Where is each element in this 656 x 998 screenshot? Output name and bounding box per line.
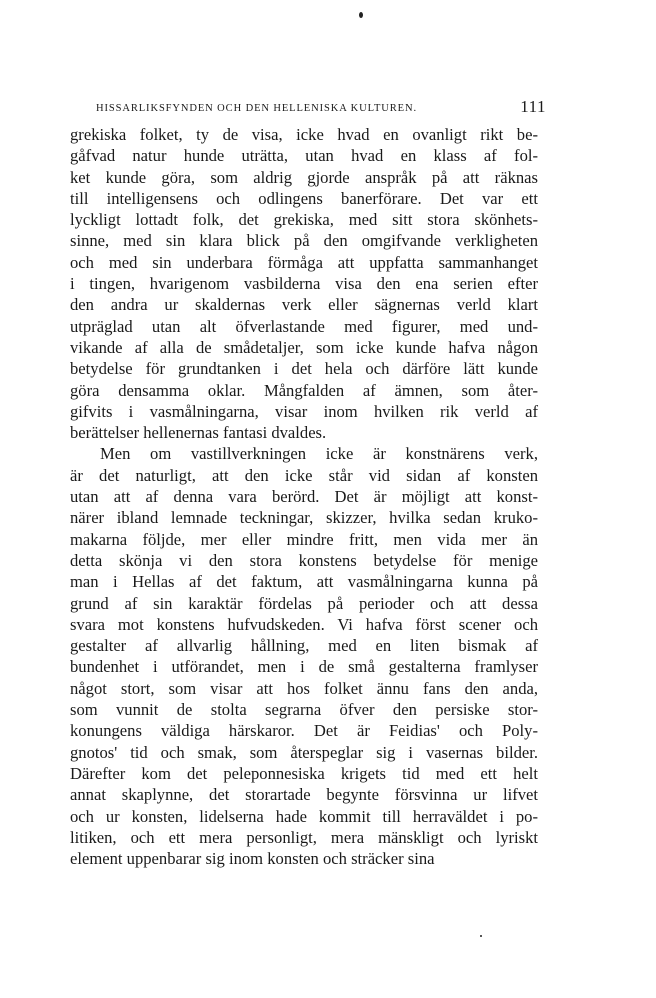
text-line: till intelligensens och odlingens banerförare. Det var ett bbox=[70, 188, 538, 208]
text-line: svara mot konstens hufvudskeden. Vi hafva först scener och bbox=[70, 614, 538, 634]
text-line: annat skaplynne, det storartade begynte försvinna ur lifvet bbox=[70, 785, 538, 805]
text-line: är det naturligt, att den icke står vid sidan af konsten bbox=[70, 465, 538, 485]
text-line: berättelser hellenernas fantasi dvaldes. bbox=[70, 423, 327, 443]
text-line: gestalter af allvarlig hållning, med en liten bismak af bbox=[70, 636, 538, 656]
text-line: lyckligt lottadt folk, det grekiska, med sitt stora skönhets- bbox=[70, 210, 538, 230]
text-line: gnotos' tid och smak, som återspeglar sig i vasernas bilder. bbox=[70, 742, 538, 762]
text-line: den andra ur skaldernas verk eller sägnernas verld klart bbox=[70, 295, 538, 315]
text-line: Men om vastillverkningen icke är konstnärens verk, bbox=[100, 444, 538, 464]
text-line: betydelse för grundtanken i det hela och därföre lätt kunde bbox=[70, 359, 538, 379]
text-line: ket kunde göra, som aldrig gjorde anspråk på att räknas bbox=[70, 167, 538, 187]
text-line: vikande af alla de smådetaljer, som icke kunde hafva någon bbox=[70, 337, 538, 357]
text-line: element uppenbarar sig inom konsten och sträcker sina bbox=[70, 849, 435, 869]
ink-speck bbox=[480, 935, 482, 937]
text-line: utpräglad utan alt öfverlastande med figurer, med und- bbox=[70, 316, 538, 336]
text-line: sinne, med sin klara blick på den omgifvande verkligheten bbox=[70, 231, 538, 251]
text-line: grekiska folket, ty de visa, icke hvad en ovanligt rikt be- bbox=[70, 125, 538, 144]
text-line: och ur konsten, lidelserna hade kommit till herraväldet i po- bbox=[70, 806, 538, 826]
ink-speck bbox=[359, 12, 363, 18]
text-line: man i Hellas af det faktum, att vasmålningarna kunna på bbox=[70, 572, 538, 592]
paragraph bbox=[70, 124, 538, 443]
text-line: som vunnit de stolta segrarna öfver den persiske stor- bbox=[70, 700, 538, 720]
page-number: 111 bbox=[520, 97, 546, 116]
text-line: göra densamma oklar. Mångfalden af ämnen, som åter- bbox=[70, 380, 538, 400]
text-line: litiken, och ett mera personligt, mera mänskligt och lyriskt bbox=[70, 827, 538, 847]
text-line: gåfvad natur hunde uträtta, utan hvad en klass af fol- bbox=[70, 146, 538, 166]
running-header bbox=[96, 95, 546, 117]
paragraph bbox=[70, 443, 538, 869]
text-line: Därefter kom det peleponnesiska krigets tid med ett helt bbox=[70, 763, 538, 783]
running-title: HISSARLIKSFYNDEN OCH DEN HELLENISKA KULTUREN. bbox=[96, 103, 417, 114]
text-line: i tingen, hvarigenom vasbilderna visa den ena serien efter bbox=[70, 274, 538, 294]
text-line: makarna följde, mer eller mindre fritt, men vida mer än bbox=[70, 529, 538, 549]
text-line: bundenhet i utförandet, men i de små gestalterna framlyser bbox=[70, 657, 538, 677]
text-line: konungens väldiga härskaror. Det är Feidias' och Poly- bbox=[70, 721, 538, 741]
text-line: närer ibland lemnade teckningar, skizzer, hvilka sedan kruko- bbox=[70, 508, 538, 528]
text-line: gifvits i vasmålningarna, visar inom hvilken rik verld af bbox=[70, 401, 538, 421]
text-line: detta skönja vi den stora konstens betydelse för menige bbox=[70, 550, 538, 570]
text-line: och med sin underbara förmåga att uppfatta sammanhanget bbox=[70, 252, 538, 272]
text-line: utan att af denna vara berörd. Det är möjligt att konst- bbox=[70, 487, 538, 507]
body-text bbox=[70, 124, 538, 869]
text-line: något stort, som visar att hos folket ännu fans den anda, bbox=[70, 678, 538, 698]
text-line: grund af sin karaktär fördelas på perioder och att dessa bbox=[70, 593, 538, 613]
